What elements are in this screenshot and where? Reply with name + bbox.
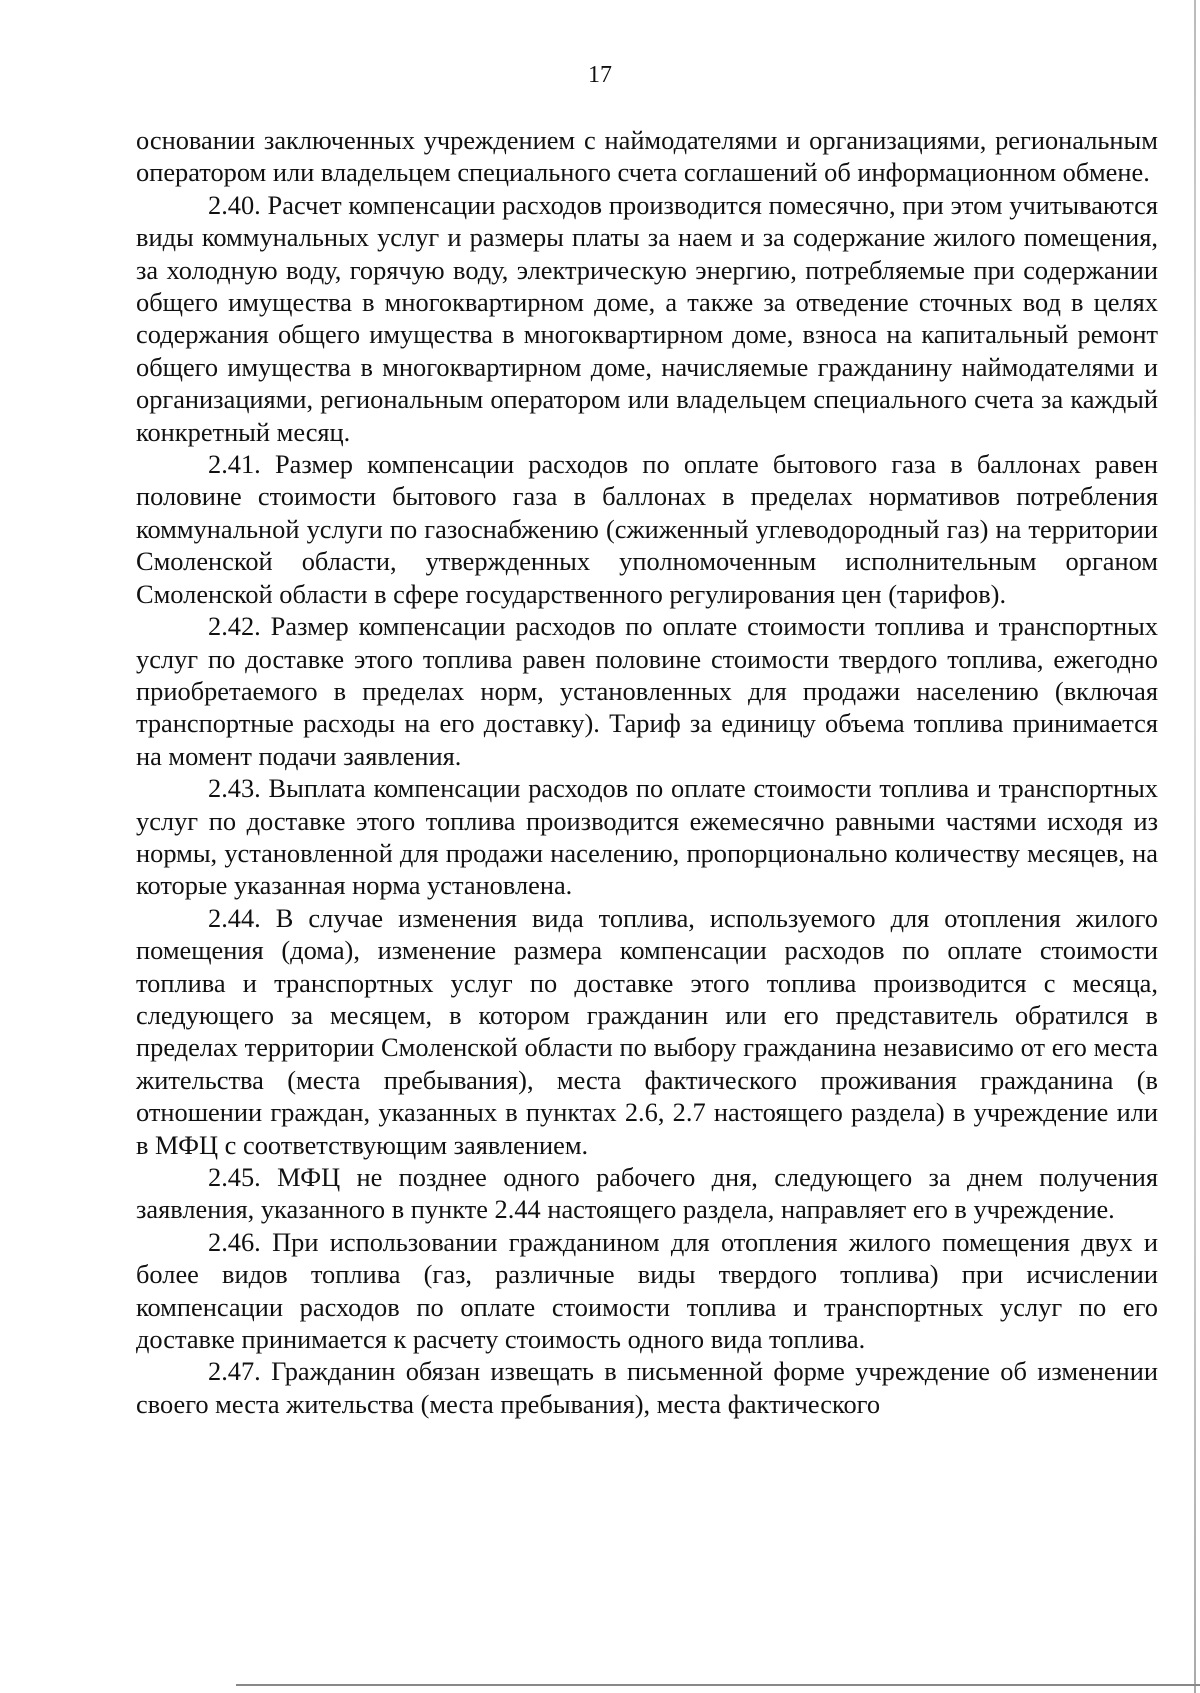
paragraph-2-44: 2.44. В случае изменения вида топлива, используемого для отопления жилого помещения (дома), изменение размера компенсации расходов по оплате стоимости топлива и транспортных услуг по доставке этого топлива производится с месяца, следующего за месяцем, в котором гражданин или его представитель обратился в пределах территории Смоленской области по выбору гражданина независимо от его места жительства (места пребывания), места фактического проживания гражданина (в отношении граждан, указанных в пунктах 2.6, 2.7 настоящего раздела) в учреждение или в МФЦ с соответствующим заявлением. [136, 902, 1158, 1160]
scan-edge-line [1194, 0, 1196, 1693]
paragraph-2-41: 2.41. Размер компенсации расходов по оплате бытового газа в баллонах равен половине стоимости бытового газа в баллонах в пределах нормативов потребления коммунальной услуги по газоснабжению (сжиженный углеводородный газ) на территории Смоленской области, утвержденных уполномоченным исполнительным органом Смоленской области в сфере государственного регулирования цен (тарифов). [136, 449, 1158, 609]
document-body [136, 124, 1158, 1420]
page-number: 17 [588, 62, 612, 88]
paragraph-2-40: 2.40. Расчет компенсации расходов производится помесячно, при этом учитываются виды коммунальных услуг и размеры платы за наем и за содержание жилого помещения, за холодную воду, горячую воду, электрическую энергию, потребляемые при содержании общего имущества в многоквартирном доме, а также за отведение сточных вод в целях содержания общего имущества в многоквартирном доме, взноса на капитальный ремонт общего имущества в многоквартирном доме, начисляемые гражданину наймодателями и организациями, региональным оператором или владельцем специального счета за каждый конкретный месяц. [136, 189, 1158, 447]
paragraph-2-45: 2.45. МФЦ не позднее одного рабочего дня, следующего за днем получения заявления, указанного в пункте 2.44 настоящего раздела, направляет его в учреждение. [136, 1162, 1158, 1225]
paragraph-2-42: 2.42. Размер компенсации расходов по оплате стоимости топлива и транспортных услуг по доставке этого топлива равен половине стоимости твердого топлива, ежегодно приобретаемого в пределах норм, установленных для продажи населению (включая транспортные расходы на его доставку). Тариф за единицу объема топлива принимается на момент подачи заявления. [136, 611, 1158, 771]
paragraph-2-47: 2.47. Гражданин обязан извещать в письменной форме учреждение об изменении своего места жительства (места пребывания), места фактического [136, 1356, 1158, 1419]
paragraph-2-46: 2.46. При использовании гражданином для отопления жилого помещения двух и более видов топлива (газ, различные виды твердого топлива) при исчислении компенсации расходов по оплате стоимости топлива и транспортных услуг по его доставке принимается к расчету стоимость одного вида топлива. [136, 1226, 1158, 1355]
paragraph-continuation: основании заключенных учреждением с наймодателями и организациями, региональным оператором или владельцем специального счета соглашений об информационном обмене. [136, 125, 1158, 188]
paragraph-2-43: 2.43. Выплата компенсации расходов по оплате стоимости топлива и транспортных услуг по доставке этого топлива производится ежемесячно равными частями исходя из нормы, установленной для продажи населению, пропорционально количеству месяцев, на которые указанная норма установлена. [136, 773, 1158, 901]
bottom-divider-line [236, 1684, 1200, 1686]
